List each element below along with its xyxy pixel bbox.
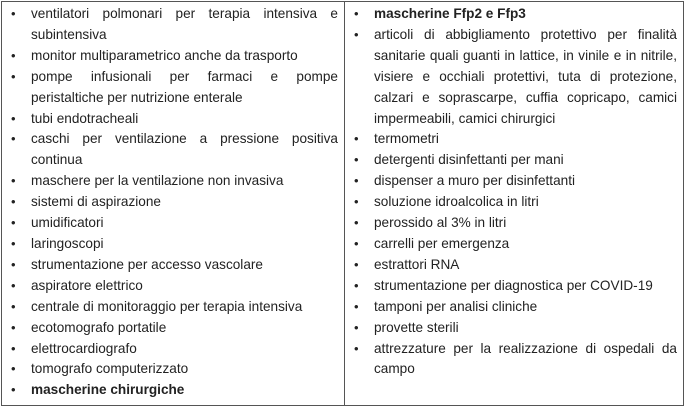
bullet-icon: •	[11, 194, 16, 210]
list-item-text: pompe infusionali per farmaci e pompe peristaltiche per nutrizione enterale	[31, 68, 338, 105]
list-item-text: dispenser a muro per disinfettanti	[374, 173, 575, 189]
list-item	[10, 234, 338, 255]
list-item-text: tamponi per analisi cliniche	[374, 298, 538, 314]
list-item	[353, 129, 677, 150]
list-item	[353, 234, 677, 255]
list-item	[10, 297, 338, 318]
bullet-icon: •	[354, 194, 359, 210]
list-item-text: detergenti disinfettanti per mani	[374, 152, 564, 168]
list-item-text: mascherine Ffp2 e Ffp3	[374, 6, 526, 21]
list-item-text: soluzione idroalcolica in litri	[374, 194, 539, 210]
list-item	[353, 255, 677, 276]
bullet-icon: •	[11, 235, 16, 251]
list-item	[10, 255, 338, 276]
list-item	[10, 380, 338, 401]
bullet-icon: •	[354, 235, 359, 251]
list-item	[10, 129, 338, 171]
list-item	[10, 46, 338, 67]
bullet-icon: •	[11, 382, 16, 398]
right-item-list	[353, 4, 677, 380]
bullet-icon: •	[11, 340, 16, 356]
list-item	[10, 339, 338, 360]
list-item-text: tomografo computerizzato	[31, 361, 189, 377]
list-item-text: centrale di monitoraggio per terapia intensiva	[31, 298, 303, 314]
list-item-text: umidificatori	[31, 215, 104, 231]
list-item	[353, 4, 677, 25]
bullet-icon: •	[354, 131, 359, 147]
bullet-icon: •	[11, 277, 16, 293]
list-item-text: caschi per ventilazione a pressione positiva continua	[31, 131, 338, 168]
list-item-text: attrezzature per la realizzazione di ospedali da campo	[374, 340, 677, 377]
bullet-icon: •	[354, 215, 359, 231]
list-item-text: estrattori RNA	[374, 256, 460, 272]
list-item	[353, 171, 677, 192]
list-item-text: strumentazione per accesso vascolare	[31, 256, 263, 272]
list-item-text: termometri	[374, 131, 439, 147]
list-item-text: monitor multiparametrico anche da trasporto	[31, 47, 298, 63]
left-column	[2, 2, 345, 405]
bullet-icon: •	[354, 6, 359, 21]
bullet-icon: •	[11, 110, 16, 126]
list-item-text: perossido al 3% in litri	[374, 215, 507, 231]
bullet-icon: •	[11, 68, 16, 84]
list-item	[10, 276, 338, 297]
list-item	[10, 318, 338, 339]
bullet-icon: •	[354, 152, 359, 168]
bullet-icon: •	[11, 215, 16, 231]
list-item	[353, 276, 677, 297]
list-item	[353, 25, 677, 130]
list-item-text: tubi endotracheali	[31, 110, 139, 126]
left-item-list	[10, 4, 338, 401]
bullet-icon: •	[11, 6, 16, 21]
list-item	[353, 297, 677, 318]
list-item-text: articoli di abbigliamento protettivo per finalità sanitarie quali guanti in lattice, in vinile e in nitrile, visiere e occhiali protettivi, tuta di protezione, calzari e soprascarpe, cuffia copricapo, camici impermeabili, camici chirurgici	[374, 26, 677, 126]
bullet-icon: •	[354, 173, 359, 189]
list-item	[353, 318, 677, 339]
bullet-icon: •	[11, 319, 16, 335]
bullet-icon: •	[11, 173, 16, 189]
right-column	[345, 2, 683, 405]
bullet-icon: •	[354, 340, 359, 356]
list-item-text: ventilatori polmonari per terapia intensiva e subintensiva	[31, 6, 338, 42]
bullet-icon: •	[354, 277, 359, 293]
list-item-text: elettrocardiografo	[31, 340, 137, 356]
bullet-icon: •	[354, 298, 359, 314]
list-item	[10, 4, 338, 46]
list-item	[353, 213, 677, 234]
list-item-text: ecotomografo portatile	[31, 319, 167, 335]
bullet-icon: •	[354, 26, 359, 42]
bullet-icon: •	[11, 131, 16, 147]
bullet-icon: •	[11, 298, 16, 314]
list-item	[10, 109, 338, 130]
list-item-text: provette sterili	[374, 319, 459, 335]
bullet-icon: •	[11, 256, 16, 272]
bullet-icon: •	[11, 361, 16, 377]
list-item	[10, 67, 338, 109]
list-item	[353, 339, 677, 381]
list-item	[10, 192, 338, 213]
list-item	[353, 150, 677, 171]
list-item-text: strumentazione per diagnostica per COVID-19	[374, 277, 653, 293]
bullet-icon: •	[11, 47, 16, 63]
list-item	[353, 192, 677, 213]
list-item	[10, 171, 338, 192]
list-item-text: carrelli per emergenza	[374, 235, 510, 251]
bullet-icon: •	[354, 319, 359, 335]
list-item-text: mascherine chirurgiche	[31, 382, 185, 398]
bullet-icon: •	[354, 256, 359, 272]
list-item-text: sistemi di aspirazione	[31, 194, 161, 210]
list-item-text: aspiratore elettrico	[31, 277, 143, 293]
list-item	[10, 359, 338, 380]
list-item	[10, 213, 338, 234]
items-table	[1, 1, 684, 406]
list-item-text: maschere per la ventilazione non invasiva	[31, 173, 284, 189]
list-item-text: laringoscopi	[31, 235, 104, 251]
